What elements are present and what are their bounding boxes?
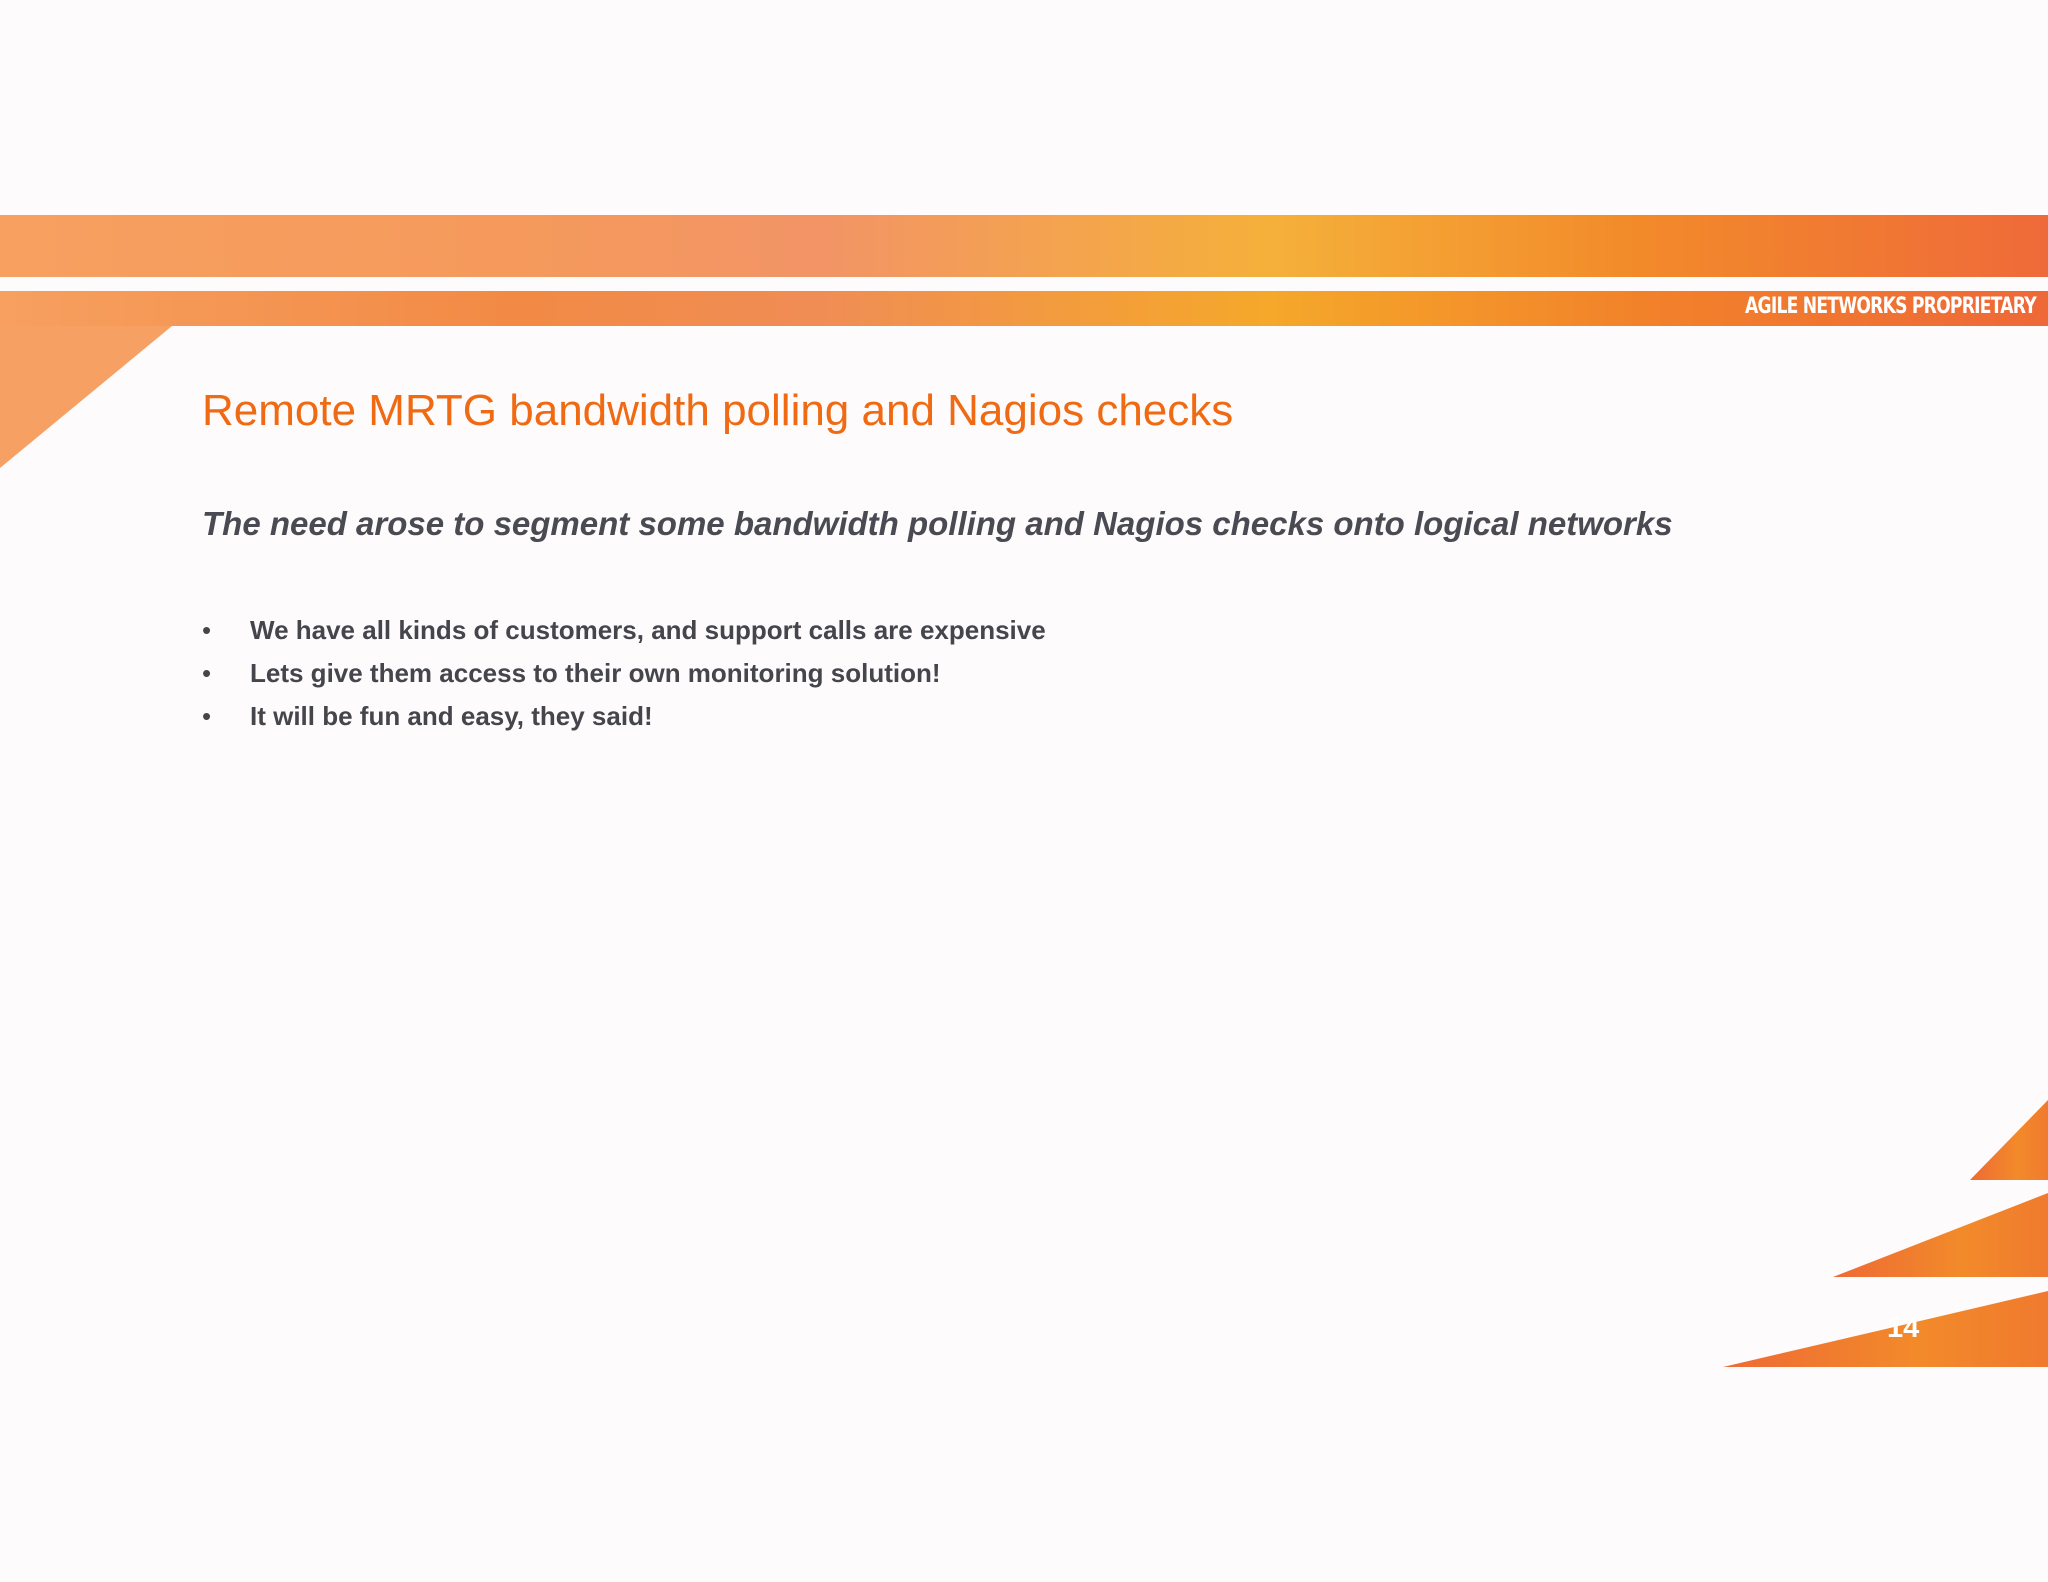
corner-triangle-decoration xyxy=(0,326,172,468)
bullet-dot-icon: • xyxy=(202,701,212,731)
corner-steps-decoration xyxy=(1720,1100,2048,1370)
slide-title: Remote MRTG bandwidth polling and Nagios checks xyxy=(202,386,1234,435)
bullet-text: It will be fun and easy, they said! xyxy=(250,701,653,731)
slide-subtitle: The need arose to segment some bandwidth polling and Nagios checks onto logical networks xyxy=(202,505,1673,542)
page-number: 14 xyxy=(1887,1312,1920,1344)
bullet-item xyxy=(202,698,1046,741)
bullet-dot-icon: • xyxy=(202,615,212,645)
header-band-top xyxy=(0,215,2048,277)
bullet-text: Lets give them access to their own monitoring solution! xyxy=(250,658,941,688)
bullet-list xyxy=(202,612,1046,741)
bullet-item xyxy=(202,612,1046,655)
bullet-dot-icon: • xyxy=(202,658,212,688)
bullet-text: We have all kinds of customers, and support calls are expensive xyxy=(250,615,1046,645)
bullet-item xyxy=(202,655,1046,698)
brand-label: AGILE NETWORKS PROPRIETARY xyxy=(1745,294,2036,319)
header-band-bottom xyxy=(0,291,2048,326)
